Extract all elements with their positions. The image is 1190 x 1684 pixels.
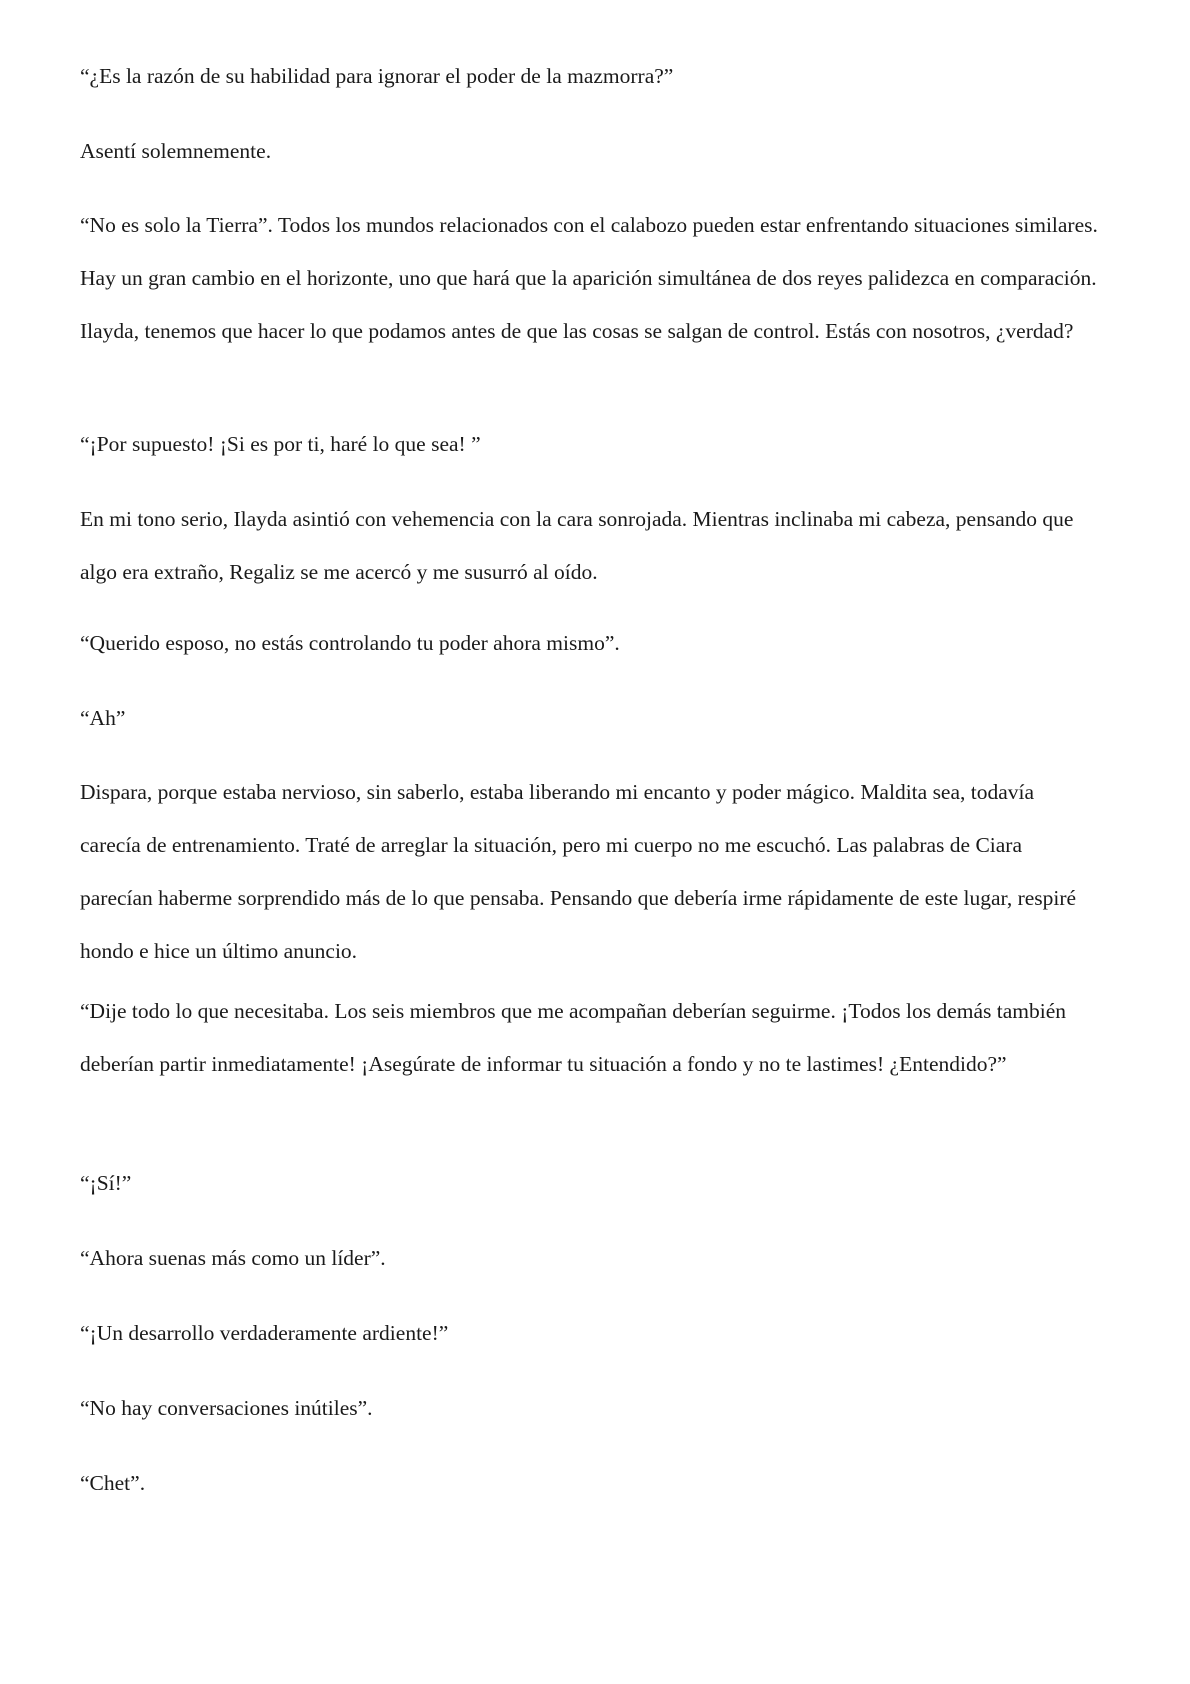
paragraph-9: “Dije todo lo que necesitaba. Los seis miembros que me acompañan deberían seguirme. ¡Todos los demás también deberían partir inmediatamente! ¡Asegúrate de informar tu situación a fondo y no te lastimes! ¿Entendido?” <box>80 999 1067 1076</box>
paragraph-2: Asentí solemnemente. <box>80 139 272 163</box>
paragraph-14: “Chet”. <box>80 1471 146 1495</box>
paragraph-8: Dispara, porque estaba nervioso, sin saberlo, estaba liberando mi encanto y poder mágico. Maldita sea, todavía carecía de entrenamiento. Traté de arreglar la situación, pero mi cuerpo no me escuchó. Las palabras de Ciara parecían haberme sorprendido más de lo que pensaba. Pensando que debería irme rápidamente de este lugar, respiré hondo e hice un último anuncio. <box>80 780 1077 963</box>
paragraph-10: “¡Sí!” <box>80 1171 132 1195</box>
paragraph-13: “No hay conversaciones inútiles”. <box>80 1396 373 1420</box>
paragraph-12: “¡Un desarrollo verdaderamente ardiente!” <box>80 1321 449 1345</box>
paragraph-4: “¡Por supuesto! ¡Si es por ti, haré lo que sea! ” <box>80 432 481 456</box>
document-page <box>80 0 1120 1684</box>
paragraph-1: “¿Es la razón de su habilidad para ignorar el poder de la mazmorra?” <box>80 64 674 88</box>
paragraph-6: “Querido esposo, no estás controlando tu poder ahora mismo”. <box>80 631 620 655</box>
paragraph-7: “Ah” <box>80 706 126 730</box>
paragraph-3: “No es solo la Tierra”. Todos los mundos relacionados con el calabozo pueden estar enfrentando situaciones similares. Hay un gran cambio en el horizonte, uno que hará que la aparición simultánea de dos reyes palidezca en comparación. Ilayda, tenemos que hacer lo que podamos antes de que las cosas se salgan de control. Estás con nosotros, ¿verdad? <box>80 213 1098 343</box>
paragraph-11: “Ahora suenas más como un líder”. <box>80 1246 386 1270</box>
paragraph-5: En mi tono serio, Ilayda asintió con vehemencia con la cara sonrojada. Mientras inclinaba mi cabeza, pensando que algo era extraño, Regaliz se me acercó y me susurró al oído. <box>80 507 1074 584</box>
